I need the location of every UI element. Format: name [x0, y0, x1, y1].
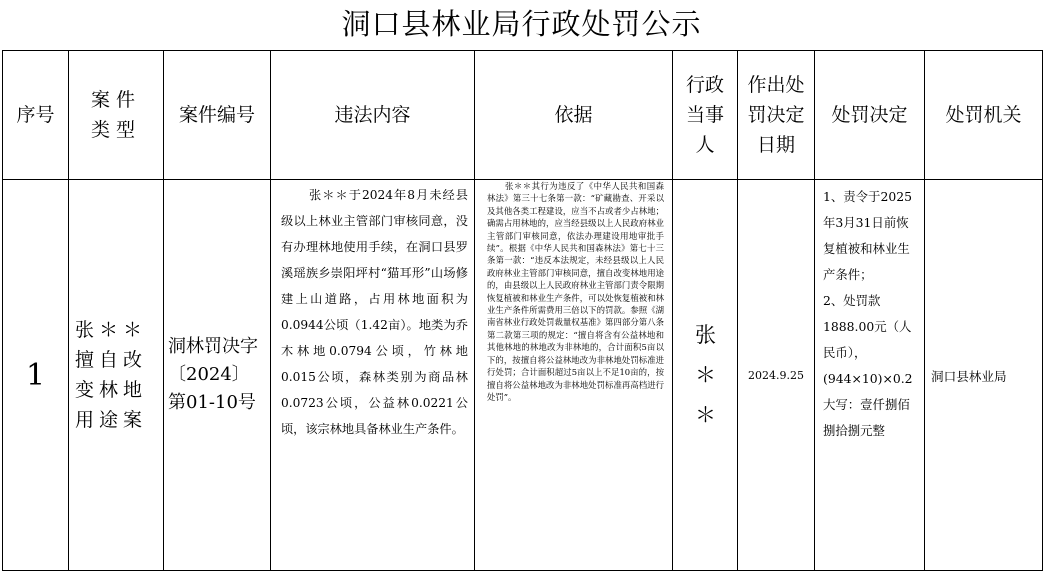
decision-item-2: 2、处罚款1888.00元（人民币），(944×10)×0.2大写：壹仟捌佰捌拾捌元整 — [823, 293, 913, 438]
violation-text: 张＊＊于2024年8月未经县级以上林业主管部门审核同意，没有办理林地使用手续，在洞口县罗溪瑶族乡崇阳坪村“猫耳形”山场修建上山道路，占用林地面积为0.0944公顷（1.42亩）。地类为乔木林地0.0794公顷，竹林地0.015公顷，森林类别为商品林0.0723公顷，公益林0.0221公顷，该宗林地具备林业生产条件。 — [281, 188, 468, 436]
cell-violation — [271, 180, 475, 571]
cell-party — [673, 180, 738, 571]
table-row — [3, 180, 1043, 571]
header-date: 作出处罚决定日期 — [738, 51, 815, 180]
cell-case-type: 张＊＊擅自改变林地用途案 — [69, 180, 164, 571]
decision-item-1: 1、责令于2025年3月31日前恢复植被和林业生产条件； — [823, 189, 912, 282]
header-authority: 处罚机关 — [925, 51, 1043, 180]
header-case-number: 案件编号 — [164, 51, 271, 180]
header-basis: 依据 — [475, 51, 673, 180]
cell-basis — [475, 180, 673, 571]
basis-text: 张＊＊其行为违反了《中华人民共和国森林法》第三十七条第一款：“矿藏勘查、开采以及其他各类工程建设，应当不占或者少占林地；确需占用林地的，应当经县级以上人民政府林业主管部门审核同意，依法办理建设用地审批手续”。根据《中华人民共和国森林法》第七十三条第一款：“违反本法规定，未经县级以上人民政府林业主管部门审核同意，擅自改变林地用途的，由县级以上人民政府林业主管部门责令限期恢复植被和林业生产条件，可以处恢复植被和林业生产条件所需费用三倍以下的罚款。参照《湖南省林业行政处罚裁量权基准》第四部分第八条第二款第三项的规定：“擅自将含有公益林地和其他林地的林地改为非林地的，合计面积5亩以下的，按擅自将公益林地改为非林地处罚标准进行处罚；合计面积超过5亩以上不足10亩的，按擅自将公益林地改为非林地处罚标准再高档进行处罚”。 — [487, 181, 664, 402]
cell-date: 2024.9.25 — [738, 180, 815, 571]
page-title: 洞口县林业局行政处罚公示 — [341, 7, 702, 41]
header-violation: 违法内容 — [271, 51, 475, 180]
cell-decision — [815, 180, 925, 571]
header-seq: 序号 — [3, 51, 69, 180]
header-party: 行政当事人 — [673, 51, 738, 180]
cell-case-number: 洞林罚决字〔2024〕第01-10号 — [164, 180, 271, 571]
header-decision: 处罚决定 — [815, 51, 925, 180]
cell-authority: 洞口县林业局 — [925, 180, 1043, 571]
penalty-table — [2, 50, 1043, 571]
header-case-type: 案件类型 — [69, 51, 164, 180]
cell-seq: 1 — [3, 180, 69, 571]
party-text: 张＊＊ — [695, 323, 716, 427]
header-row — [3, 51, 1043, 180]
